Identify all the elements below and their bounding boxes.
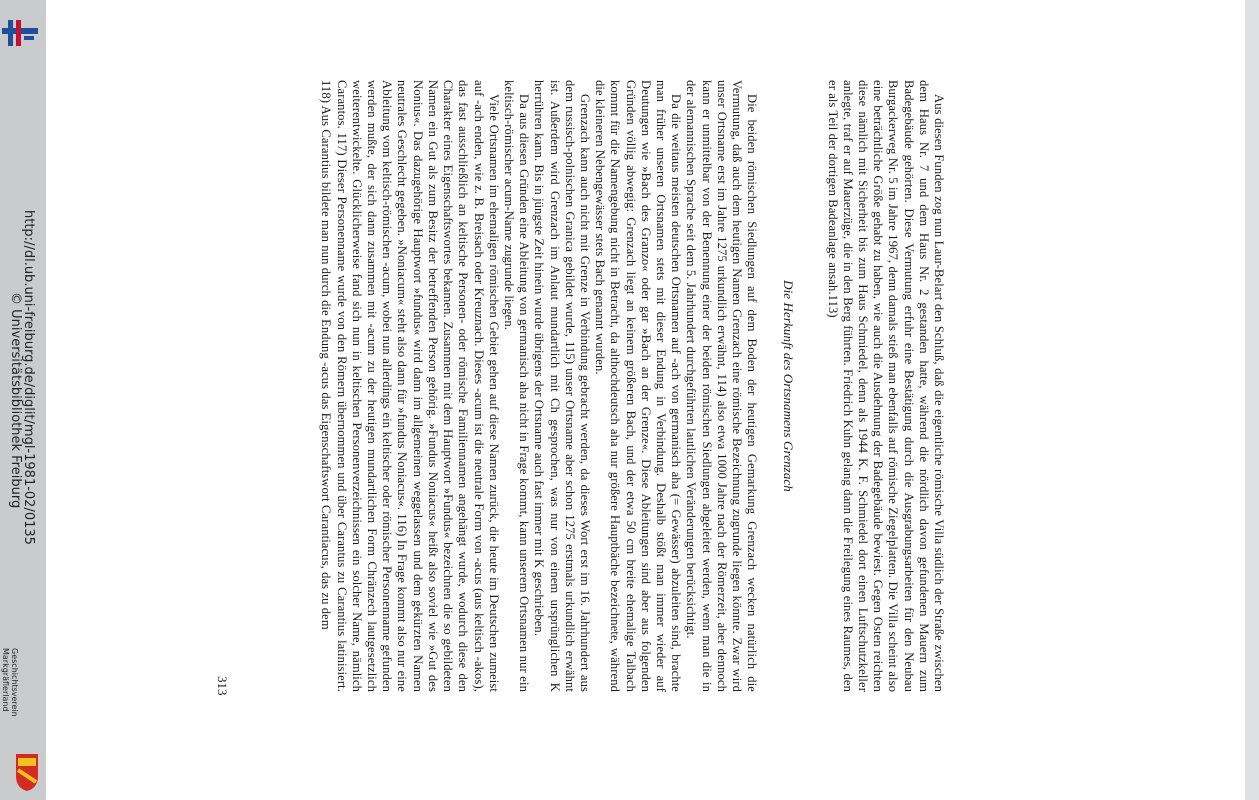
paragraph: Da die weitaus meisten deutschen Ortsnamen auf -ach von germanisch aha (= Gewässer) abzuleiten sind, brachte man früher unseren Ortsnamen stets mit dieser Endung in Verbindung. Deshalb stößt man immer wieder auf Deutungen wie »Bach des Granzo« oder gar »Bach an der Grenze«. Diese Ableitungen sind aber aus folgenden Gründen völlig abwegig: Grenzach liegt an keinem größeren Bach, und der etwa 50 cm breite ehemalige Talbach kommt für die Namengebung nicht in Betracht, da althochdeutsch aha nur größere Hauptbäche bezeichnete, während die kleineren Nebengewässer stets Bach genannt wurden. [593,80,684,692]
copyright-notice: © Universitätsbibliothek Freiburg [8,292,23,509]
paragraph: Viele Ortsnamen im ehemaligen römischen Gebiet gehen auf diese Namen zurück, die heute im Deutschen zumeist auf -ach enden, wie z. B. Breisach oder Kreuznach. Dieses -acum ist die neutrale Form von -acus (aus keltisch -akos), das fast ausschließlich an keltische Personen- oder römische Familiennamen angehängt wurde, wodurch diese den Charakter eines Eigenschaftswortes bekamen. Zusammen mit dem Hauptwort »Fundus« bezeichnen die so gebildeten Namen ein Gut als zum Besitz der betreffenden Person gehörig. »Fundus Noniacus« heißt also soviel wie »Gut des Nonius«. Das dazugehörige Hauptwort »fundus« wird dann im allgemeinen weggelassen und dem gekürzten Namen neutrales Geschlecht gegeben. »Noniacum« steht also dann für »fundus Noniacus«. 116) In Frage kommt also nur eine Ableitung vom keltisch-römischen -acum, wobei nun allerdings ein keltischer oder römischer Personenname gefunden werden mußte, der sich dann zusammen mit -acum zu der heutigen mundartlichen Form Chränzech lautgesetzlich weiterentwickelte. Glücklicherweise fand sich nun in keltischen Personenverzeichnissen ein solcher Name, nämlich Carantos. 117) Dieser Personenname wurde von den Römern übernommen und über Carantus zu Carantius latinisiert. 118) Aus Carantius bildete man nun durch die Endung -acus das Eigenschaftswort Carantiacus, das zu dem [319,80,501,692]
document-page [210,0,970,800]
paragraph: Da aus diesen Gründen eine Ableitung von germanisch aha nicht in Frage kommt, kann unserem Ortsnamen nur ein keltisch-römischer acum-Name zugrunde liegen. [501,80,532,692]
page-rotated-content [210,0,970,800]
page-number: 313 [215,676,230,696]
document-url[interactable]: http://dl.ub.uni-freiburg.de/diglit/mgl-1981-02/0135 [21,210,36,545]
paragraph: Die beiden römischen Siedlungen auf dem Boden der heutigen Gemarkung Grenzach wecken natürlich die Vermutung, daß auch dem heutigen Namen Grenzach eine römische Bezeichnung zugrunde liegen könnte. Zwar wird unser Ortsname erst im Jahre 1275 urkundlich erwähnt, 114) also etwa 1000 Jahre nach der Römerzeit, aber dennoch kann er unmittelbar von der Benennung einer der beiden römischen Siedlungen abgeleitet werden, wenn man die in der alemannischen Sprache seit dem 5. Jahrhundert durchgeführten lautlichen Veränderungen berücksichtigt. [684,80,760,692]
paragraph: Grenzach kann auch nicht mit Grenze in Verbindung gebracht werden, da dieses Wort erst im 16. Jahrhundert aus dem russisch-polnischen Granica gebildet wurde, 115) unser Ortsname aber schon 1275 erstmals urkundlich erwähnt ist. Außerdem wird Grenzach im Anlaut mundartlich mit Ch gesprochen, was nur von einem ursprünglichen K herrühren kann. Bis in jüngste Zeit hinein wurde übrigens der Ortsname auch fast immer mit K geschrieben. [532,80,592,692]
text-column [318,80,946,692]
paragraph: Aus diesen Funden zog nun Laur-Belart den Schluß, daß die eigentliche römische Villa südlich der Straße zwischen dem Haus Nr. 7 und dem Haus Nr. 2 gestanden hatte, während die nördlich davon gefundenen Mauern zum Badegebäude gehörten. Diese Vermutung erfuhr eine Bestätigung durch die Ausgrabungsarbeiten für den Neubau Burgackerweg Nr. 5 im Jahre 1967, denn damals stieß man ebenfalls auf römische Ziegelplatten. Die Villa scheint also eine beträchtliche Größe gehabt zu haben, wie auch die Ausdehnung der Badegebäude bewiest. Gegen Osten reichten diese nämlich mit Sicherheit bis zum Haus Schmiedel, denn als 1944 K. F. Schmiedel dort einen Luftschutzkeller anlegte, traf er auf Mauerzüge, die in den Berg führten. Friedrich Kuhn gelang dann die Freilegung eines Raumes, den er als Teil der dortigen Badeanlage ansah.113) [825,80,946,692]
viewer-footer [1,0,40,800]
viewer-right-margin [1245,0,1259,800]
society-name: Geschichtsverein Markgräflerland [1,648,19,717]
section-heading: Die Herkunft des Ortsnamens Grenzach [781,280,797,492]
society-crest-icon [14,752,40,792]
